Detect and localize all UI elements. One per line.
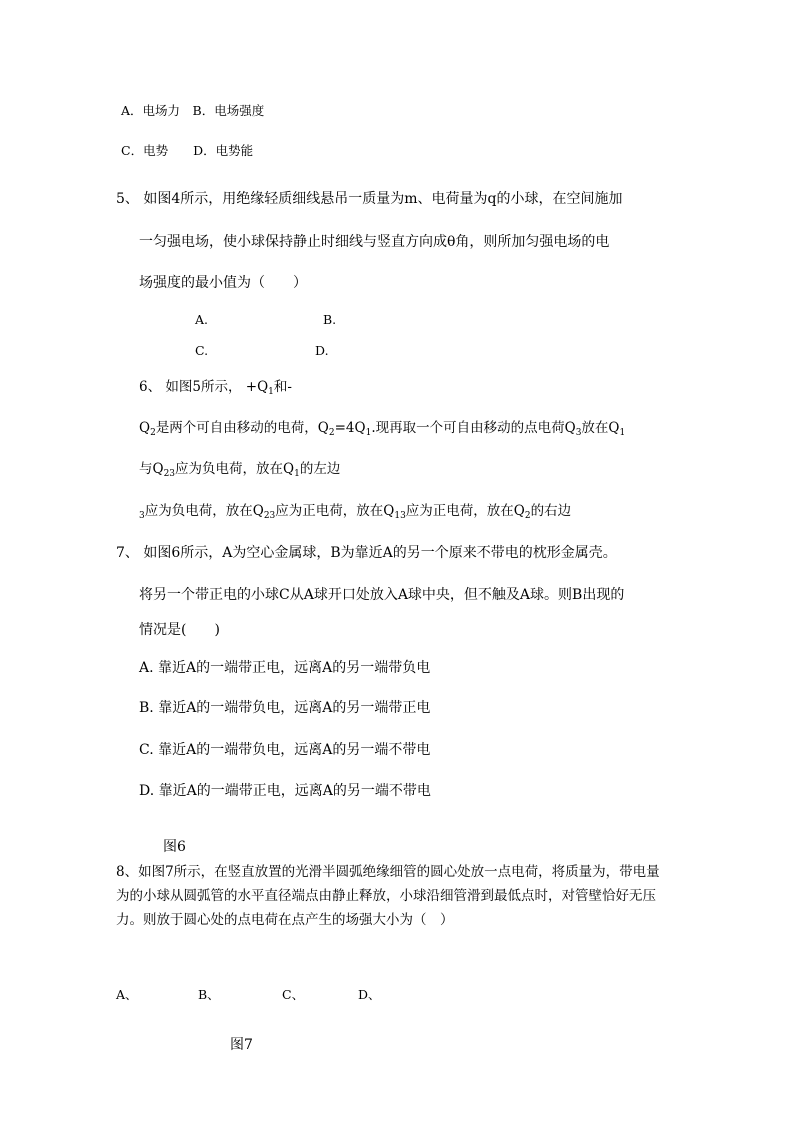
q8-option-b: B、 <box>198 987 220 1002</box>
q8-line2: 为的小球从圆弧管的水平直径端点由静止释放，小球沿细管滑到最低点时，对管壁恰好无压 <box>116 888 656 904</box>
figure-6-label: 图6 <box>163 839 186 855</box>
q6-line4: $_3$应为负电荷，放在$Q_{23}$应为正电荷，放在$Q_{13}$应为正电荷，放在$Q_2$的右边 <box>139 503 572 521</box>
q5-option-c: C. <box>195 343 209 358</box>
q7-option-d: D. 靠近A的一端带正电，远离A的另一端不带电 <box>139 783 431 799</box>
q8-option-d: D、 <box>358 987 381 1002</box>
q7-line3: 情况是( ) <box>139 622 220 638</box>
q4-options-row2: C．电势 D．电势能 <box>121 143 254 158</box>
q8-line3: 力。则放于圆心处的点电荷在点产生的场强大小为（ ） <box>116 912 454 928</box>
q4-options-row1: A．电场力 B．电场强度 <box>121 103 265 118</box>
q7-line2: 将另一个带正电的小球C从A球开口处放入A球中央，但不触及A球。则B出现的 <box>139 587 625 603</box>
q7-option-a: A. 靠近A的一端带正电，远离A的另一端带负电 <box>139 660 431 676</box>
q8-option-a: A、 <box>116 987 138 1002</box>
q5-line3: 场强度的最小值为（ ） <box>139 275 307 291</box>
figure-7-label: 图7 <box>230 1037 253 1053</box>
q8-option-c: C、 <box>282 987 305 1002</box>
q5-option-b: B. <box>323 312 337 327</box>
q6-line1: 6、 如图5所示， $+Q_1$和- <box>139 379 292 397</box>
q6-line3: 与$Q_{23}$应为负电荷，放在$Q_1$的左边 <box>139 461 341 479</box>
q7-option-c: C. 靠近A的一端带负电，远离A的另一端不带电 <box>139 742 431 758</box>
q5-line1: 5、 如图4所示，用绝缘轻质细线悬吊一质量为m、电荷量为q的小球，在空间施加 <box>116 191 623 207</box>
q6-line2: $Q_2$是两个可自由移动的电荷，$Q_2=4Q_1$.现再取一个可自由移动的点电荷$Q_3$放在$Q_1$ <box>139 420 626 438</box>
q8-line1: 8、如图7所示，在竖直放置的光滑半圆弧绝缘细管的圆心处放一点电荷，将质量为，带电量 <box>116 864 660 880</box>
q5-line2: 一匀强电场，使小球保持静止时细线与竖直方向成θ角，则所加匀强电场的电 <box>139 234 610 250</box>
q5-option-d: D. <box>315 343 329 358</box>
q7-option-b: B. 靠近A的一端带负电，远离A的另一端带正电 <box>139 700 431 716</box>
q7-line1: 7、 如图6所示，A为空心金属球，B为靠近A的另一个原来不带电的枕形金属壳。 <box>116 545 617 561</box>
q5-option-a: A. <box>195 312 209 327</box>
